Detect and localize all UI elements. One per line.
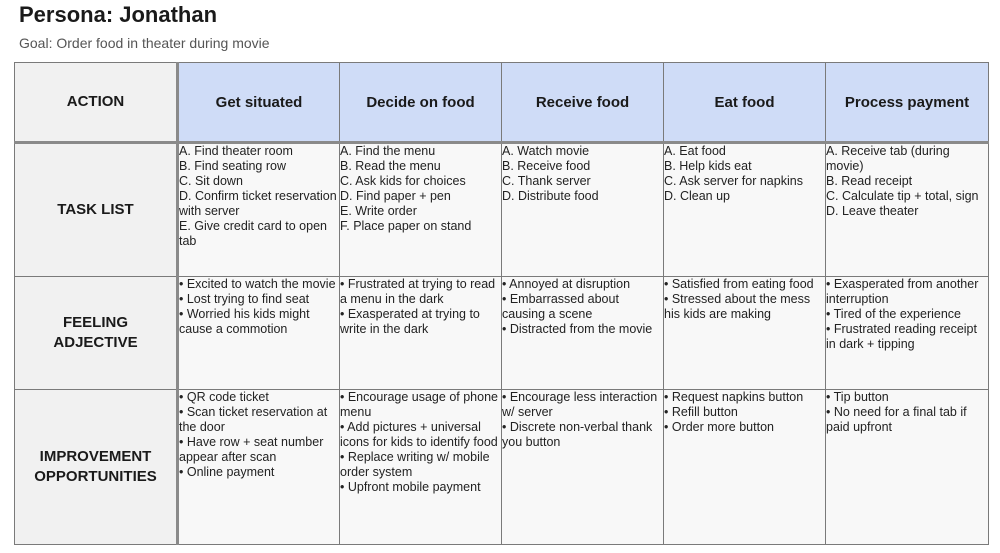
cell-item: A. Receive tab (during movie) xyxy=(826,144,950,173)
cell-item: B. Receive food xyxy=(502,159,591,173)
cell-item: • Annoyed at disruption xyxy=(502,277,631,291)
cell-item: • Encourage usage of phone menu xyxy=(340,390,498,419)
cell-item: • Encourage less interaction w/ server xyxy=(502,390,658,419)
row-label-text: TASK LIST xyxy=(57,201,134,218)
feeling-cell xyxy=(664,277,826,390)
cell-item: • No need for a final tab if paid upfront xyxy=(826,405,967,434)
row-label-text: IMPROVEMENT xyxy=(39,448,152,465)
improvement-cell xyxy=(826,390,989,545)
task-cell xyxy=(826,143,989,277)
row-label-text: ADJECTIVE xyxy=(53,334,138,351)
cell-item: A. Watch movie xyxy=(502,144,590,158)
feeling-cell xyxy=(340,277,502,390)
improvement-cell xyxy=(502,390,664,545)
stage-header: Decide on food xyxy=(340,63,502,143)
cell-item: • Exasperated at trying to write in the dark xyxy=(340,307,480,336)
feeling-cell xyxy=(178,277,340,390)
cell-item: • Worried his kids might cause a commotion xyxy=(179,307,310,336)
row-label-task-list xyxy=(15,143,178,277)
cell-item: • Frustrated reading receipt in dark + tipping xyxy=(826,322,977,351)
row-label-text: ACTION xyxy=(66,93,125,110)
feeling-row xyxy=(15,277,989,390)
cell-item: C. Calculate tip + total, sign xyxy=(826,189,979,203)
feeling-cell xyxy=(826,277,989,390)
cell-item: C. Thank server xyxy=(502,174,591,188)
cell-item: • Add pictures + universal icons for kids to identify food xyxy=(340,420,498,449)
cell-item: • Scan ticket reservation at the door xyxy=(179,405,328,434)
row-label-improvement xyxy=(15,390,178,545)
stage-header: Process payment xyxy=(826,63,989,143)
cell-item: • Request napkins button xyxy=(664,390,804,404)
stage-header: Eat food xyxy=(664,63,826,143)
cell-item: C. Ask kids for choices xyxy=(340,174,466,188)
task-cell xyxy=(502,143,664,277)
cell-item: • Replace writing w/ mobile order system xyxy=(340,450,490,479)
cell-item: B. Help kids eat xyxy=(664,159,752,173)
cell-item: D. Find paper + pen xyxy=(340,189,451,203)
cell-item: B. Read receipt xyxy=(826,174,913,188)
cell-item: • Exasperated from another interruption xyxy=(826,277,979,306)
action-row xyxy=(15,63,989,143)
persona-title: Persona: Jonathan xyxy=(19,2,218,27)
cell-item: • Satisfied from eating food xyxy=(664,277,814,291)
cell-item: A. Find the menu xyxy=(340,144,436,158)
cell-item: E. Give credit card to open tab xyxy=(179,219,327,248)
cell-item: • Lost trying to find seat xyxy=(179,292,310,306)
row-label-feeling xyxy=(15,277,178,390)
cell-item: • Online payment xyxy=(179,465,275,479)
cell-item: A. Find theater room xyxy=(179,144,293,158)
task-list-row xyxy=(15,143,989,277)
cell-item: • Frustrated at trying to read a menu in the dark xyxy=(340,277,496,306)
cell-item: D. Confirm ticket reservation with server xyxy=(179,189,337,218)
cell-item: C. Sit down xyxy=(179,174,243,188)
cell-item: • Tired of the experience xyxy=(826,307,962,321)
cell-item: B. Read the menu xyxy=(340,159,441,173)
cell-item: • Upfront mobile payment xyxy=(340,480,481,494)
cell-item: D. Distribute food xyxy=(502,189,599,203)
cell-item: • Stressed about the mess his kids are making xyxy=(664,292,811,321)
cell-item: • Tip button xyxy=(826,390,889,404)
cell-item: • Excited to watch the movie xyxy=(179,277,336,291)
improvement-row xyxy=(15,390,989,545)
journey-map-body xyxy=(15,63,989,545)
cell-item: • QR code ticket xyxy=(179,390,269,404)
cell-item: A. Eat food xyxy=(664,144,726,158)
improvement-cell xyxy=(664,390,826,545)
task-cell xyxy=(340,143,502,277)
cell-item: • Discrete non-verbal thank you button xyxy=(502,420,653,449)
row-label-text: OPPORTUNITIES xyxy=(34,468,157,485)
cell-item: • Order more button xyxy=(664,420,774,434)
cell-item: • Distracted from the movie xyxy=(502,322,653,336)
stage-header: Receive food xyxy=(502,63,664,143)
row-label-action xyxy=(15,63,178,143)
cell-item: D. Clean up xyxy=(664,189,731,203)
cell-item: C. Ask server for napkins xyxy=(664,174,803,188)
improvement-cell xyxy=(178,390,340,545)
cell-item: • Refill button xyxy=(664,405,738,419)
cell-item: • Embarrassed about causing a scene xyxy=(502,292,619,321)
task-cell xyxy=(178,143,340,277)
journey-map-table xyxy=(14,62,989,545)
stage-header: Get situated xyxy=(178,63,340,143)
cell-item: E. Write order xyxy=(340,204,417,218)
goal-subtitle: Goal: Order food in theater during movie xyxy=(19,35,270,51)
task-cell xyxy=(664,143,826,277)
improvement-cell xyxy=(340,390,502,545)
cell-item: D. Leave theater xyxy=(826,204,919,218)
cell-item: • Have row + seat number appear after scan xyxy=(179,435,324,464)
feeling-cell xyxy=(502,277,664,390)
cell-item: B. Find seating row xyxy=(179,159,286,173)
row-label-text: FEELING xyxy=(62,314,128,331)
cell-item: F. Place paper on stand xyxy=(340,219,472,233)
